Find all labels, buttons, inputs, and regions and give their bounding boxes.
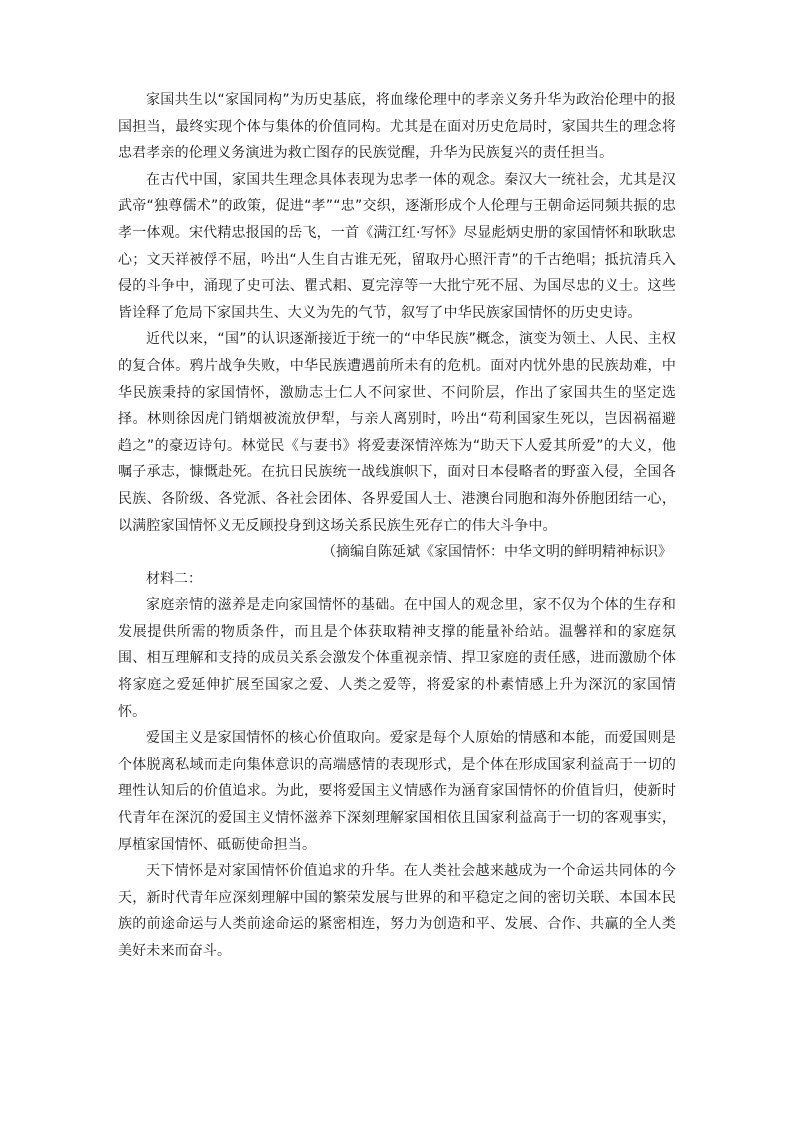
paragraph-modern-era: 近代以来，“国”的认识逐渐接近于统一的“中华民族”概念，演变为领土、人民、主权的复合体。鸦片战争失败，中华民族遭遇前所未有的危机。面对内忧外患的民族劫难，中华民族秉持的家国情怀，激励志士仁人不问家世、不问阶层，作出了家国共生的坚定选择。林则徐因虎门销烟被流放伊犁，与亲人离别时，吟出“苟利国家生死以，岂因祸福避趋之”的豪迈诗句。林觉民《与妻书》将爱妻深情淬炼为“助天下人爱其所爱”的大义，他嘱子承志，慷慨赴死。在抗日民族统一战线旗帜下，面对日本侵略者的野蛮入侵，全国各民族、各阶级、各党派、各社会团体、各界爱国人士、港澳台同胞和海外侨胞团结一心，以满腔家国情怀义无反顾投身到这场关系民族生死存亡的伟大斗争中。 bbox=[118, 331, 676, 534]
paragraph-world-sentiment: 天下情怀是对家国情怀价值追求的升华。在人类社会越来越成为一个命运共同体的今天，新时代青年应深刻理解中国的繁荣发展与世界的和平稳定之间的密切关联、本国本民族的前途命运与人类前途命运的紧密相连，努力为创造和平、发展、合作、共赢的全人类美好未来而奋斗。 bbox=[118, 863, 676, 959]
source-citation: （摘编自陈延斌《家国情怀：中华文明的鲜明精神标识》 bbox=[322, 544, 672, 561]
document-page bbox=[118, 87, 676, 965]
material-two-label: 材料二： bbox=[146, 570, 202, 587]
paragraph-patriotism: 爱国主义是家国情怀的核心价值取向。爱家是每个人原始的情感和本能，而爱国则是个体脱离私域而走向集体意识的高端感情的表现形式，是个体在形成国家利益高于一切的理性认知后的价值追求。为此，要将爱国主义情感作为涵育家国情怀的价值旨归，使新时代青年在深沉的爱国主义情怀滋养下深刻理解家国相依且国家利益高于一切的客观事实，厚植家国情怀、砥砺使命担当。 bbox=[118, 730, 676, 853]
paragraph-ancient-china: 在古代中国，家国共生理念具体表现为忠孝一体的观念。秦汉大一统社会，尤其是汉武帝“独尊儒术”的政策，促进“孝”“忠”交织，逐渐形成个人伦理与王朝命运同频共振的忠孝一体观。宋代精忠报国的岳飞，一首《满江红·写怀》尽显彪炳史册的家国情怀和耿耿忠心；文天祥被俘不屈，吟出“人生自古谁无死，留取丹心照汗青”的千古绝唱；抵抗清兵入侵的斗争中，涌现了史可法、瞿式耜、夏完淳等一大批宁死不屈、为国尽忠的义士。这些皆诠释了危局下家国共生、大义为先的气节，叙写了中华民族家国情怀的历史史诗。 bbox=[118, 171, 676, 321]
paragraph-family-affection: 家庭亲情的滋养是走向家国情怀的基础。在中国人的观念里，家不仅为个体的生存和发展提供所需的物质条件，而且是个体获取精神支撑的能量补给站。温馨祥和的家庭氛围、相互理解和支持的成员关系会激发个体重视亲情、捍卫家庭的责任感，进而激励个体将家庭之爱延伸扩展至国家之爱、人类之爱等，将爱家的朴素情感上升为深沉的家国情怀。 bbox=[118, 597, 676, 720]
paragraph-family-state-symbiosis: 家国共生以“家国同构”为历史基底，将血缘伦理中的孝亲义务升华为政治伦理中的报国担当，最终实现个体与集体的价值同构。尤其是在面对历史危局时，家国共生的理念将忠君孝亲的伦理义务演进为救亡图存的民族觉醒，升华为民族复兴的责任担当。 bbox=[118, 92, 676, 162]
